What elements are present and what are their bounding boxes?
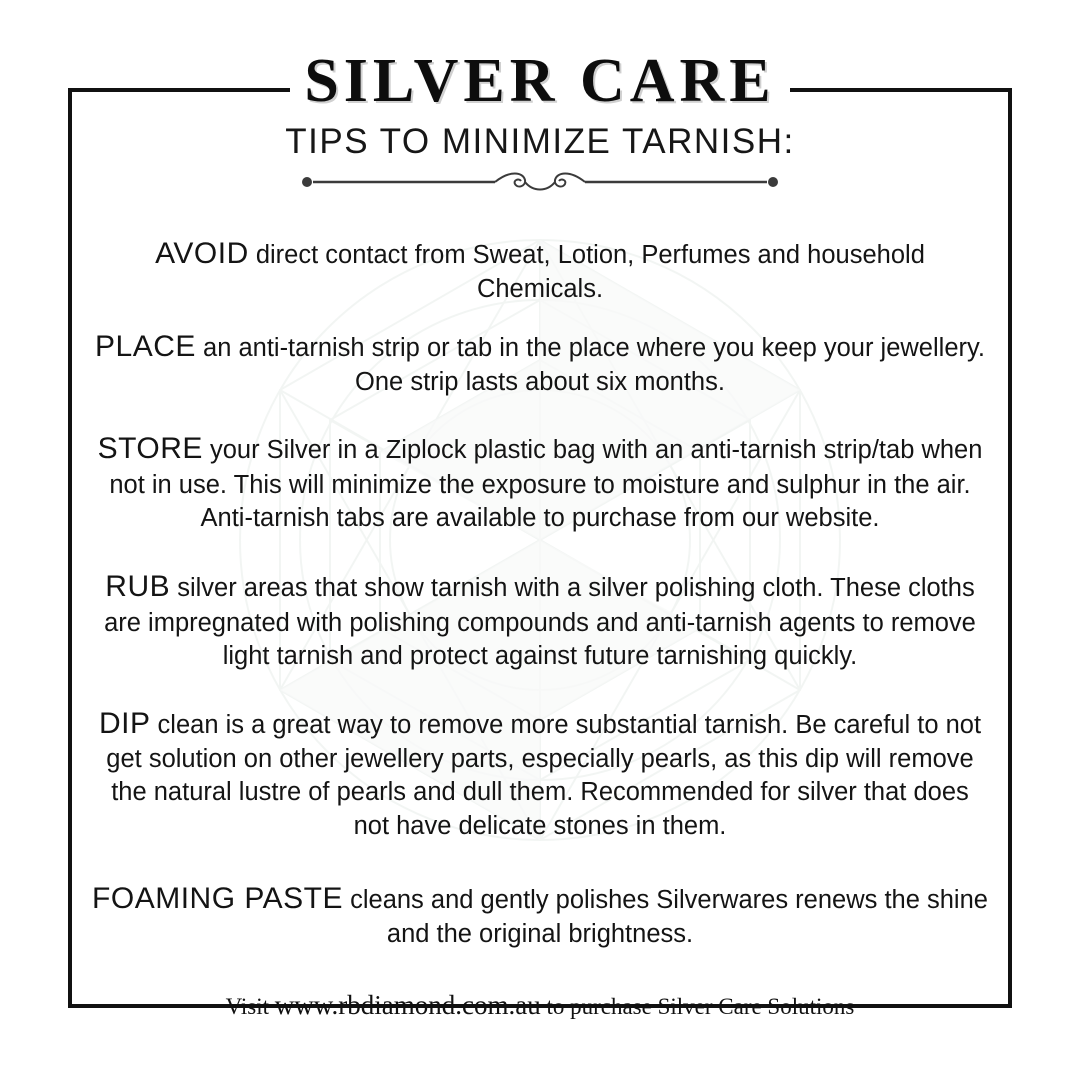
- tip-rub-body: silver areas that show tarnish with a silver polishing cloth. These cloths are impregnated with polishing compounds and anti-tarnish agents to remove light tarnish and protect against future tarnishing quickly.: [104, 574, 976, 671]
- footer-note: [86, 990, 994, 1021]
- flourish-icon: [295, 170, 785, 200]
- footer-suffix: to purchase Silver Care Solutions: [540, 993, 855, 1019]
- tip-store: [86, 429, 994, 535]
- website-link[interactable]: www.rbdiamond.com.au: [274, 989, 541, 1020]
- tip-foaming-paste-lead: FOAMING PASTE: [92, 882, 344, 915]
- tip-dip: [86, 704, 994, 843]
- tip-place-lead: PLACE: [95, 329, 196, 363]
- tip-rub: [86, 567, 994, 673]
- page-title: SILVER CARE: [304, 47, 776, 115]
- tip-avoid: [86, 234, 994, 307]
- page-subtitle: TIPS TO MINIMIZE TARNISH:: [285, 122, 795, 161]
- tip-rub-lead: RUB: [105, 570, 171, 604]
- tip-place: [86, 327, 994, 400]
- tip-dip-body: clean is a great way to remove more substantial tarnish. Be careful to not get solution on other jewellery parts, especially pearls, as this dip will remove the natural lustre of pearls and dull them. Recommended for silver that does not have delicate stones in them.: [106, 710, 982, 840]
- divider-flourish: [295, 170, 785, 200]
- tip-dip-lead: DIP: [98, 706, 151, 740]
- document-content: [68, 47, 1012, 1020]
- tip-store-lead: STORE: [97, 432, 203, 466]
- tip-foaming-paste: [86, 879, 994, 952]
- footer-prefix: Visit: [225, 993, 275, 1019]
- tip-avoid-body: direct contact from Sweat, Lotion, Perfumes and household Chemicals.: [248, 241, 925, 304]
- tip-place-body: an anti-tarnish strip or tab in the place where you keep your jewellery. One strip lasts about six months.: [195, 333, 985, 396]
- tip-store-body: your Silver in a Ziplock plastic bag with an anti-tarnish strip/tab when not in use. This will minimize the exposure to moisture and sulphur in the air. Anti-tarnish tabs are available to purchase from our website.: [109, 436, 983, 533]
- tip-avoid-lead: AVOID: [155, 237, 249, 270]
- tip-foaming-paste-body: cleans and gently polishes Silverwares renews the shine and the original brightness.: [343, 886, 988, 949]
